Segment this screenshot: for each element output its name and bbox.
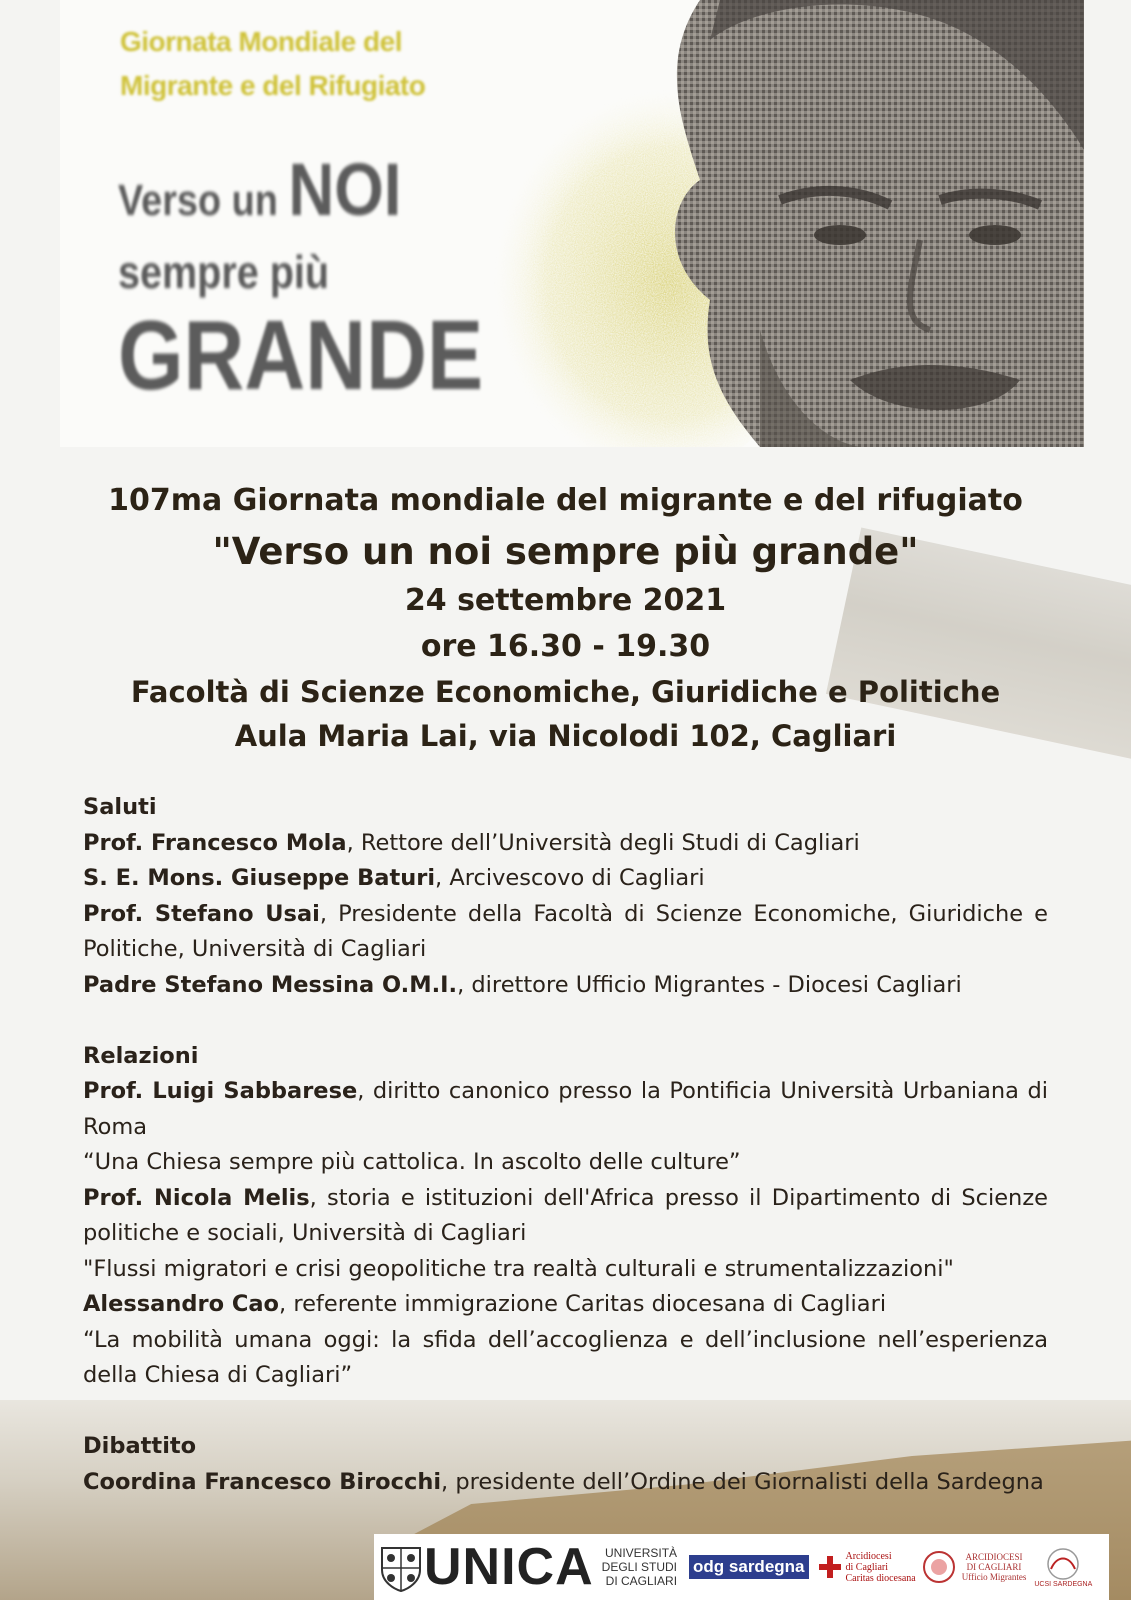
relazioni-item	[83, 1287, 1048, 1323]
ucsi-label: UCSI SARDEGNA	[1034, 1580, 1093, 1588]
unica-sub-line: DEGLI STUDI	[601, 1560, 678, 1574]
speaker-name: S. E. Mons. Giuseppe Baturi	[83, 865, 436, 891]
odg-sardegna-logo	[689, 1555, 808, 1579]
saluti-heading: Saluti	[83, 794, 157, 820]
arci-line: DI CAGLIARI	[966, 1562, 1022, 1572]
moderator-name: Coordina Francesco Birocchi	[83, 1468, 442, 1495]
banner-yellow-line1: Giornata Mondiale del	[120, 26, 402, 57]
speaker-role: , storia e istituzioni dell'Africa presso il Dipartimento di Scienze politiche e sociali, Università di Cagliari	[83, 1184, 1048, 1246]
banner-grey-line1a: Verso un	[118, 176, 289, 225]
speaker-role: , Presidente della Facoltà di Scienze Economiche, Giuridiche e Politiche, Università di Cagliari	[83, 900, 1048, 962]
unica-sub-line: DI CAGLIARI	[605, 1574, 678, 1588]
banner-yellow-title	[120, 20, 425, 108]
caritas-line: Arcidiocesi	[845, 1550, 892, 1562]
dibattito-item	[83, 1465, 1048, 1501]
event-date: 24 settembre 2021	[404, 583, 727, 618]
saluti-item	[83, 861, 1048, 897]
saluti-item	[83, 826, 1048, 862]
event-edition: 107ma Giornata mondiale del migrante e del rifugiato	[108, 483, 1023, 518]
speaker-role: , direttore Ufficio Migrantes - Diocesi Cagliari	[457, 971, 962, 998]
saluti-item	[83, 897, 1048, 968]
banner-yellow-line2: Migrante e del Rifugiato	[120, 70, 426, 101]
unica-crest-icon	[378, 1542, 424, 1592]
banner-grey-title	[118, 148, 484, 410]
speaker-role: , diritto canonico presso la Pontificia Università Urbaniana di Roma	[83, 1078, 1049, 1140]
ucsi-logo	[1034, 1534, 1092, 1600]
speaker-name: Padre Stefano Messina O.M.I.	[83, 971, 458, 998]
speaker-name: Alessandro Cao	[83, 1291, 280, 1317]
moderator-role: , presidente dell’Ordine dei Giornalisti della Sardegna	[441, 1468, 1044, 1495]
unica-logo	[378, 1534, 677, 1600]
caritas-cross-icon	[817, 1554, 843, 1580]
banner	[60, 0, 1084, 447]
program	[83, 790, 1048, 1500]
speaker-name: Prof. Luigi Sabbarese	[83, 1078, 358, 1104]
banner-grey-line2: sempre più	[118, 246, 330, 298]
caritas-line: di Cagliari	[845, 1561, 888, 1573]
dibattito-heading: Dibattito	[83, 1433, 197, 1459]
arci-line: ARCIDIOCESI	[965, 1552, 1023, 1562]
saluti-item	[83, 968, 1048, 1004]
banner-grey-line1b: NOI	[288, 148, 402, 231]
odg-label: odg sardegna	[693, 1557, 805, 1576]
unica-wordmark: UNICA	[424, 1538, 594, 1596]
unica-sub-line: UNIVERSITÀ	[605, 1546, 678, 1560]
ucsi-emblem-icon	[1043, 1547, 1083, 1581]
relazioni-heading: Relazioni	[83, 1042, 199, 1069]
relazioni-item	[83, 1074, 1048, 1145]
event-time: ore 16.30 - 19.30	[420, 629, 711, 664]
caritas-line: Caritas diocesana	[845, 1572, 916, 1584]
seal-icon	[922, 1550, 956, 1584]
event-header	[0, 476, 1131, 758]
event-venue-address: Aula Maria Lai, via Nicolodi 102, Cagliari	[234, 719, 897, 753]
event-venue-faculty: Facoltà di Scienze Economiche, Giuridiche e Politiche	[130, 675, 1001, 709]
speaker-role: , Rettore dell’Università degli Studi di Cagliari	[346, 829, 860, 856]
talk-title: “Una Chiesa sempre più cattolica. In ascolto delle culture”	[83, 1149, 741, 1175]
arcidiocesi-logo	[962, 1534, 1027, 1600]
arci-line: Ufficio Migrantes	[961, 1572, 1027, 1582]
speaker-role: , referente immigrazione Caritas diocesana di Cagliari	[279, 1291, 887, 1317]
speaker-name: Prof. Francesco Mola	[83, 829, 347, 856]
event-title: "Verso un noi sempre più grande"	[212, 530, 919, 573]
partner-logos	[374, 1534, 1109, 1600]
talk-title: "Flussi migratori e crisi geopolitiche tra realtà culturali e strumentalizzazioni"	[83, 1255, 954, 1282]
relazioni-item	[83, 1181, 1048, 1252]
speaker-role: , Arcivescovo di Cagliari	[435, 865, 705, 891]
speaker-name: Prof. Nicola Melis	[83, 1184, 310, 1211]
caritas-logo	[817, 1534, 916, 1600]
unica-subtitle	[602, 1546, 677, 1588]
speaker-name: Prof. Stefano Usai	[83, 900, 320, 927]
diocese-seal-logo	[922, 1534, 956, 1600]
talk-title: “La mobilità umana oggi: la sfida dell’accoglienza e dell’inclusione nell’esperienza della Chiesa di Cagliari”	[83, 1326, 1048, 1388]
banner-grey-line3: GRANDE	[118, 300, 484, 410]
